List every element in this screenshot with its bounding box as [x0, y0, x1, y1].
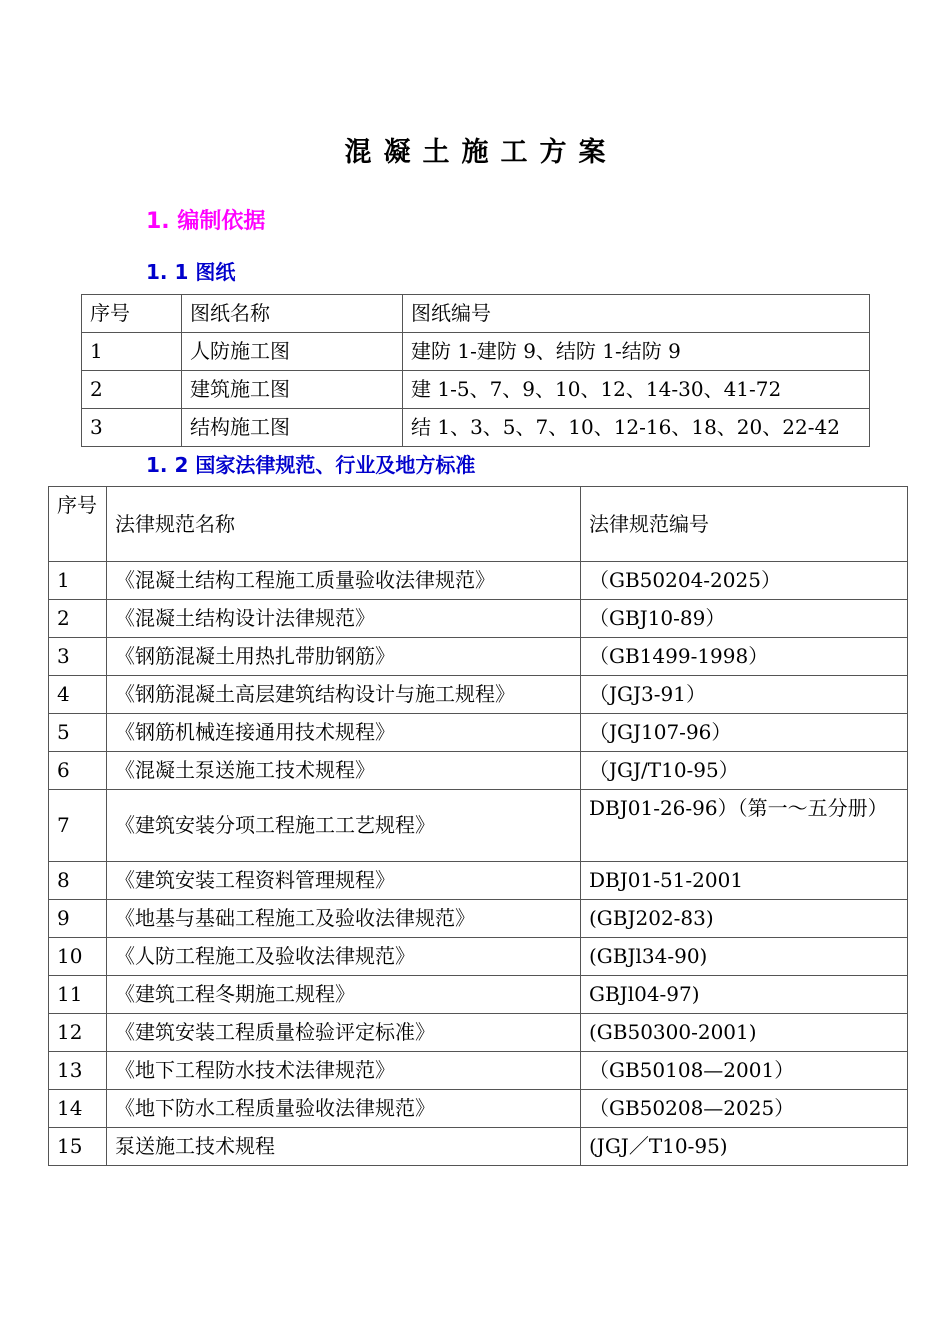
cell-name: 《地下工程防水技术法律规范》: [107, 1052, 581, 1090]
table-row: [49, 790, 908, 862]
standards-table: [48, 486, 908, 1166]
cell-index: 13: [49, 1052, 107, 1090]
cell-index: 1: [49, 562, 107, 600]
cell-index: 1: [82, 333, 182, 371]
cell-code: （GB50108—2001）: [581, 1052, 908, 1090]
cell-index: 3: [82, 409, 182, 447]
table-row: [49, 1052, 908, 1090]
cell-index: 15: [49, 1128, 107, 1166]
section-heading-basis: 1. 编制依据: [146, 209, 266, 234]
table-row: [49, 638, 908, 676]
header-cell-index: 序号: [82, 295, 182, 333]
cell-index: 3: [49, 638, 107, 676]
header-cell-name: 图纸名称: [182, 295, 403, 333]
cell-code: (GBJl34-90): [581, 938, 908, 976]
table-row: [82, 371, 870, 409]
cell-name: 建筑施工图: [182, 371, 403, 409]
cell-code: (GB50300-2001): [581, 1014, 908, 1052]
subsection-heading-drawings: 1. 1 图纸: [146, 260, 236, 284]
cell-name: 《建筑工程冬期施工规程》: [107, 976, 581, 1014]
document-title: 混凝土施工方案: [344, 137, 618, 168]
drawings-table: [81, 294, 870, 447]
table-row: [82, 409, 870, 447]
table-row: [49, 1090, 908, 1128]
cell-name: 人防施工图: [182, 333, 403, 371]
cell-name: 《建筑安装分项工程施工工艺规程》: [107, 790, 581, 862]
cell-code: 建防 1-建防 9、结防 1-结防 9: [403, 333, 870, 371]
cell-code: DBJ01-51-2001: [581, 862, 908, 900]
table-row: [82, 333, 870, 371]
cell-code: 结 1、3、5、7、10、12-16、18、20、22-42: [403, 409, 870, 447]
cell-code: （GB50208—2025）: [581, 1090, 908, 1128]
table-row: [49, 938, 908, 976]
cell-code: （GB1499-1998）: [581, 638, 908, 676]
cell-name: 《钢筋混凝土高层建筑结构设计与施工规程》: [107, 676, 581, 714]
cell-index: 14: [49, 1090, 107, 1128]
cell-code: （GB50204-2025）: [581, 562, 908, 600]
cell-name: 《钢筋机械连接通用技术规程》: [107, 714, 581, 752]
table-row: [49, 714, 908, 752]
cell-index: 12: [49, 1014, 107, 1052]
table-row: [49, 600, 908, 638]
cell-code: （JGJ3-91）: [581, 676, 908, 714]
table-header-row: [82, 295, 870, 333]
cell-index: 7: [49, 790, 107, 862]
cell-index: 2: [49, 600, 107, 638]
cell-code: DBJ01-26-96）（第一～五分册）: [581, 790, 908, 862]
table-row: [49, 562, 908, 600]
table-row: [49, 900, 908, 938]
cell-index: 11: [49, 976, 107, 1014]
cell-code: (JGJ／T10-95): [581, 1128, 908, 1166]
cell-code: （GBJ10-89）: [581, 600, 908, 638]
cell-name: 泵送施工技术规程: [107, 1128, 581, 1166]
table-row: [49, 1014, 908, 1052]
cell-name: 《地下防水工程质量验收法律规范》: [107, 1090, 581, 1128]
header-cell-name: 法律规范名称: [107, 487, 581, 562]
cell-name: 结构施工图: [182, 409, 403, 447]
table-header-row: [49, 487, 908, 562]
header-cell-code: 法律规范编号: [581, 487, 908, 562]
cell-index: 10: [49, 938, 107, 976]
cell-index: 8: [49, 862, 107, 900]
cell-index: 6: [49, 752, 107, 790]
table-row: [49, 862, 908, 900]
cell-name: 《地基与基础工程施工及验收法律规范》: [107, 900, 581, 938]
header-cell-index: 序号: [49, 487, 107, 562]
cell-name: 《混凝土泵送施工技术规程》: [107, 752, 581, 790]
cell-name: 《建筑安装工程资料管理规程》: [107, 862, 581, 900]
cell-index: 2: [82, 371, 182, 409]
cell-code: 建 1-5、7、9、10、12、14-30、41-72: [403, 371, 870, 409]
cell-code: （JGJ/T10-95）: [581, 752, 908, 790]
cell-index: 5: [49, 714, 107, 752]
cell-index: 4: [49, 676, 107, 714]
cell-code: （JGJ107-96）: [581, 714, 908, 752]
cell-name: 《混凝土结构工程施工质量验收法律规范》: [107, 562, 581, 600]
table-row: [49, 752, 908, 790]
cell-name: 《混凝土结构设计法律规范》: [107, 600, 581, 638]
cell-name: 《钢筋混凝土用热扎带肋钢筋》: [107, 638, 581, 676]
table-row: [49, 1128, 908, 1166]
cell-name: 《人防工程施工及验收法律规范》: [107, 938, 581, 976]
header-cell-code: 图纸编号: [403, 295, 870, 333]
table-row: [49, 976, 908, 1014]
cell-code: (GBJ202-83): [581, 900, 908, 938]
cell-name: 《建筑安装工程质量检验评定标准》: [107, 1014, 581, 1052]
cell-index: 9: [49, 900, 107, 938]
cell-code: GBJl04-97): [581, 976, 908, 1014]
table-row: [49, 676, 908, 714]
subsection-heading-standards: 1. 2 国家法律规范、行业及地方标准: [146, 453, 476, 477]
